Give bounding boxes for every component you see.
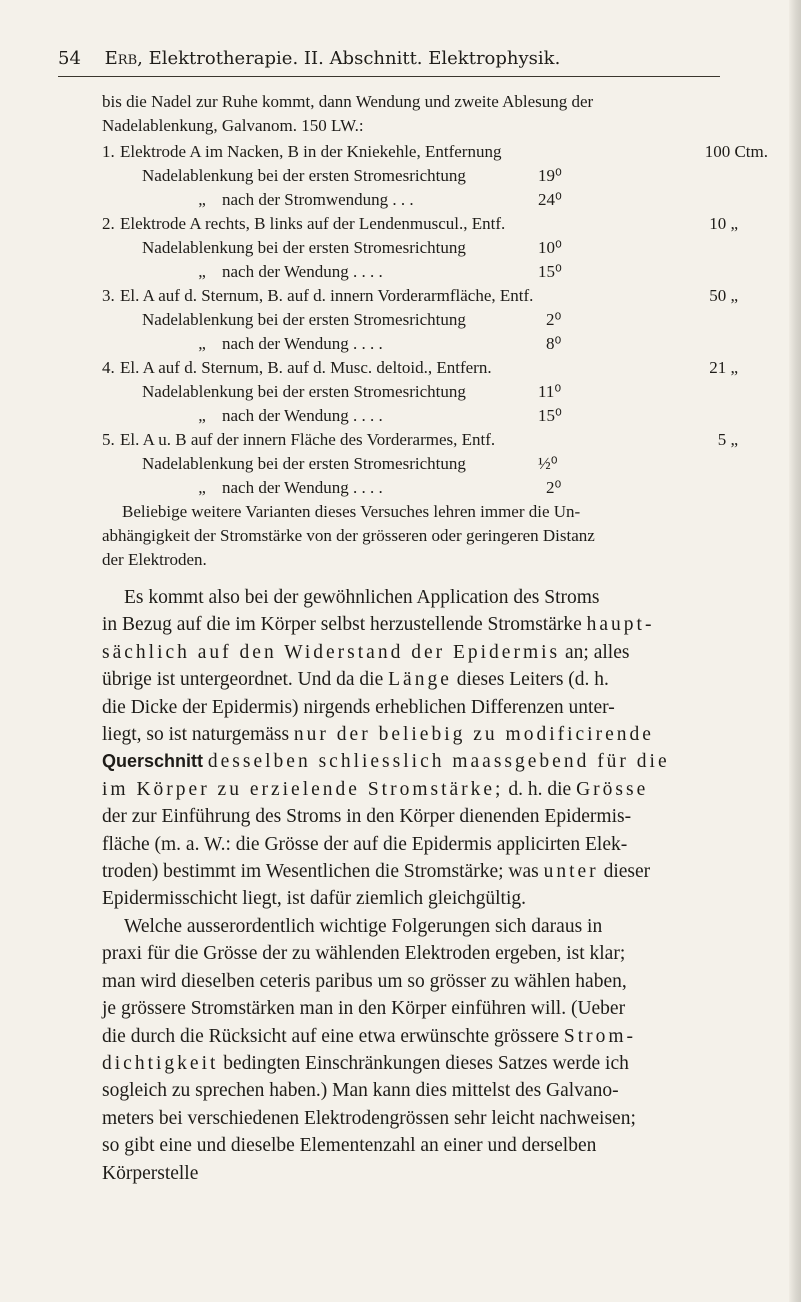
second-reading-value: 2⁰ <box>546 478 562 497</box>
emphasis-text: Länge <box>388 669 452 691</box>
second-reading-label: nach der Stromwendung . . . <box>222 190 414 209</box>
experiment-number: 3. <box>102 286 115 305</box>
text-fragment: d. h. die <box>508 778 572 800</box>
ditto-mark: „ <box>198 334 206 353</box>
ditto-mark: „ <box>198 262 206 281</box>
conclusion-text <box>102 500 766 572</box>
first-reading-label: Nadelablenkung bei der ersten Stromesrichtung <box>142 166 466 185</box>
text-line: je grössere Stromstärken man in den Körper einführen will. (Ueber <box>102 998 626 1020</box>
intro-line: Nadelablenkung, Galvanom. 150 LW.: <box>102 116 364 135</box>
text-fragment: bedingten Einschränkungen dieses Satzes werde ich <box>223 1052 629 1074</box>
page-number: 54 <box>58 48 81 69</box>
emphasis-text: im Körper zu erzielende Stromstärke; <box>102 778 504 800</box>
text-fragment: in Bezug auf die im Körper selbst herzustellende Stromstärke <box>102 614 582 636</box>
emphasis-text: desselben schliesslich maassgebend für die <box>207 751 670 773</box>
text-fragment: die durch die Rücksicht auf eine etwa erwünschte grössere <box>102 1025 559 1047</box>
experiment-number: 1. <box>102 142 115 161</box>
text-fragment: dieses Leiters (d. h. <box>456 669 609 691</box>
experiment-distance: 21 „ <box>709 358 738 377</box>
experiment-item <box>102 428 768 500</box>
running-header: 54 Erb, Elektrotherapie. II. Abschnitt. Elektrophysik. <box>58 48 561 69</box>
first-reading-label: Nadelablenkung bei der ersten Stromesrichtung <box>142 454 466 473</box>
second-reading-label: nach der Wendung . . . . <box>222 262 383 281</box>
experiment-item <box>102 356 768 428</box>
text-line: praxi für die Grösse der zu wählenden Elektroden ergeben, ist klar; <box>102 943 626 965</box>
experiment-setup: El. A auf d. Sternum, B. auf d. Musc. deltoid., Entfern. <box>120 358 492 377</box>
experiment-distance: 50 „ <box>709 286 738 305</box>
header-title: Elektrotherapie. II. Abschnitt. Elektrophysik. <box>148 48 561 69</box>
first-reading-value: 2⁰ <box>546 310 562 329</box>
body-paragraph-1 <box>102 584 766 913</box>
second-reading-value: 15⁰ <box>538 262 562 281</box>
second-reading-label: nach der Wendung . . . . <box>222 478 383 497</box>
text-line: man wird dieselben ceteris paribus um so grösser zu wählen haben, <box>102 970 627 992</box>
ditto-mark: „ <box>198 190 206 209</box>
emphasis-text: nur der beliebig zu modificirende <box>293 723 654 745</box>
second-reading-value: 24⁰ <box>538 190 562 209</box>
ditto-mark: „ <box>198 478 206 497</box>
emphasis-text: dichtigkeit <box>102 1052 219 1074</box>
experiment-distance: 5 „ <box>717 430 738 449</box>
text-line: fläche (m. a. W.: die Grösse der auf die Epidermis applicirten Elek- <box>102 833 628 855</box>
first-reading-label: Nadelablenkung bei der ersten Stromesrichtung <box>142 238 466 257</box>
emphasis-text: Grösse <box>576 778 649 800</box>
text-line: sogleich zu sprechen haben.) Man kann dies mittelst des Galvano- <box>102 1080 619 1102</box>
experiment-list <box>102 140 768 500</box>
experiment-number: 4. <box>102 358 115 377</box>
text-line: meters bei verschiedenen Elektrodengrössen sehr leicht nachweisen; <box>102 1107 636 1129</box>
emphasis-text: sächlich auf den Widerstand der Epidermis <box>102 641 561 663</box>
second-reading-label: nach der Wendung . . . . <box>222 406 383 425</box>
second-reading-label: nach der Wendung . . . . <box>222 334 383 353</box>
first-reading-value: 19⁰ <box>538 166 562 185</box>
header-rule <box>58 76 720 77</box>
experiment-setup: El. A u. B auf der innern Fläche des Vorderarmes, Entf. <box>120 430 496 449</box>
ditto-mark: „ <box>198 406 206 425</box>
intro-line: bis die Nadel zur Ruhe kommt, dann Wendung und zweite Ablesung der <box>102 92 594 111</box>
text-line: die Dicke der Epidermis) nirgends erheblichen Differenzen unter- <box>102 696 615 718</box>
conclusion-line: der Elektroden. <box>102 550 207 569</box>
conclusion-line: Beliebige weitere Varianten dieses Versuches lehren immer die Un- <box>122 502 581 521</box>
experiment-number: 2. <box>102 214 115 233</box>
experiment-item <box>102 284 768 356</box>
intro-text <box>102 90 766 138</box>
experiment-setup: Elektrode A rechts, B links auf der Lendenmuscul., Entf. <box>120 214 506 233</box>
conclusion-line: abhängigkeit der Stromstärke von der grösseren oder geringeren Distanz <box>102 526 595 545</box>
text-fragment: an; alles <box>565 641 630 663</box>
experiment-item <box>102 140 768 212</box>
text-line: Es kommt also bei der gewöhnlichen Application des Stroms <box>124 587 600 608</box>
text-fragment: übrige ist untergeordnet. Und da die <box>102 669 384 691</box>
first-reading-label: Nadelablenkung bei der ersten Stromesrichtung <box>142 382 466 401</box>
page-edge-shadow <box>789 0 801 1302</box>
first-reading-label: Nadelablenkung bei der ersten Stromesrichtung <box>142 310 466 329</box>
second-reading-value: 15⁰ <box>538 406 562 425</box>
first-reading-value: 10⁰ <box>538 238 562 257</box>
experiment-setup: El. A auf d. Sternum, B. auf d. innern Vorderarmfläche, Entf. <box>120 286 534 305</box>
emphasis-text: Strom- <box>563 1025 637 1047</box>
bold-term: Querschnitt <box>102 751 204 772</box>
emphasis-text: unter <box>543 860 599 882</box>
experiment-distance: 100 Ctm. <box>704 142 768 161</box>
text-line: Welche ausserordentlich wichtige Folgerungen sich daraus in <box>124 916 603 937</box>
first-reading-value: ½⁰ <box>538 454 558 473</box>
text-line: Epidermisschicht liegt, ist dafür ziemlich gleichgültig. <box>102 888 527 910</box>
text-line: so gibt eine und dieselbe Elementenzahl an einer und derselben <box>102 1135 597 1157</box>
experiment-item <box>102 212 768 284</box>
text-fragment: liegt, so ist naturgemäss <box>102 723 290 745</box>
experiment-distance: 10 „ <box>709 214 738 233</box>
emphasis-text: haupt- <box>586 614 655 636</box>
text-fragment: dieser <box>603 860 651 882</box>
text-line: der zur Einführung des Stroms in den Körper dienenden Epidermis- <box>102 806 632 828</box>
experiment-number: 5. <box>102 430 115 449</box>
second-reading-value: 8⁰ <box>546 334 562 353</box>
first-reading-value: 11⁰ <box>538 382 562 401</box>
body-paragraph-2 <box>102 913 766 1187</box>
text-line: Körperstelle <box>102 1162 199 1184</box>
text-fragment: troden) bestimmt im Wesentlichen die Stromstärke; was <box>102 860 539 882</box>
experiment-setup: Elektrode A im Nacken, B in der Kniekehle, Entfernung <box>120 142 502 161</box>
author-name: Erb <box>104 48 138 69</box>
